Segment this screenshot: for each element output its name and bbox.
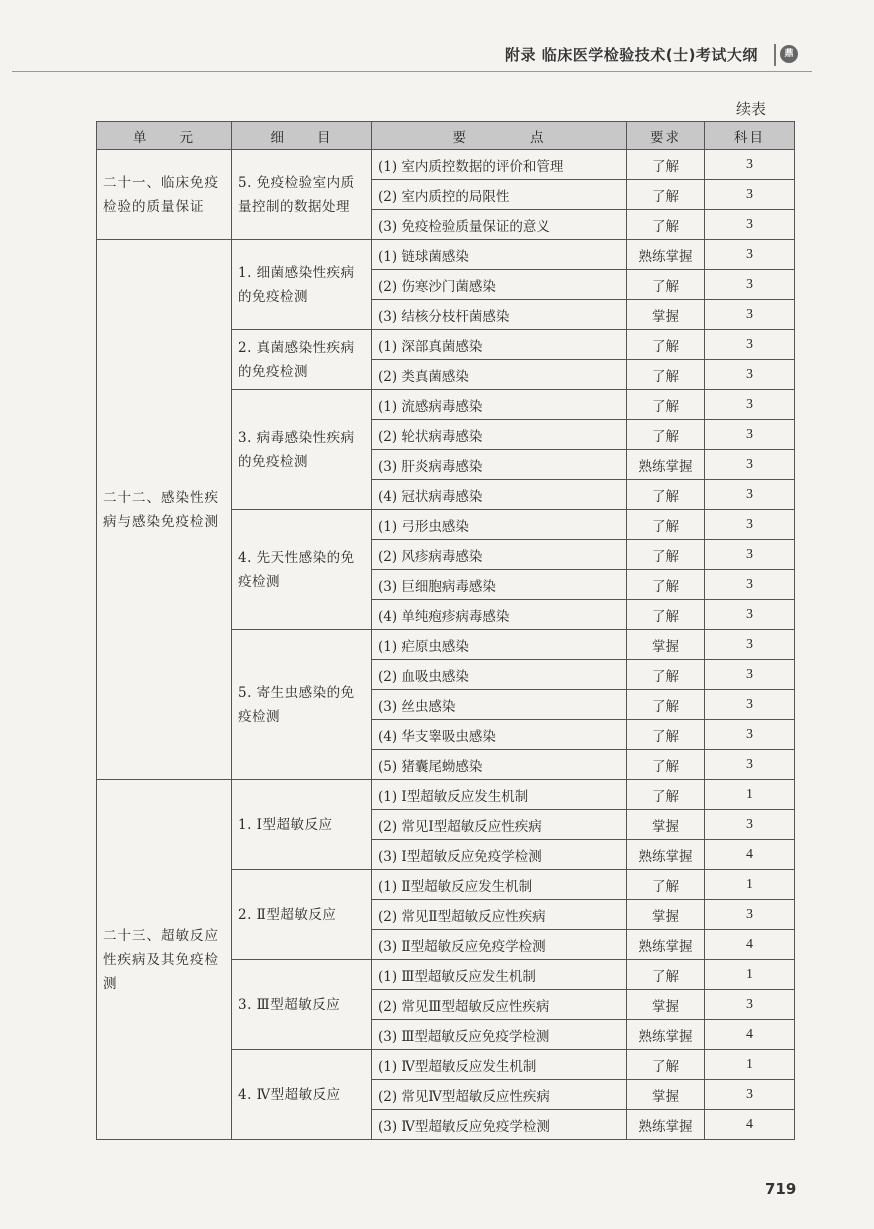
page-number: 719: [765, 1180, 797, 1198]
unit-cell: 二十二、感染性疾病与感染免疫检测: [97, 240, 232, 780]
requirement-cell: 熟练掌握: [627, 840, 705, 870]
subject-cell: 4: [705, 1020, 795, 1050]
point-cell: (1) 室内质控数据的评价和管理: [372, 150, 627, 180]
column-header-requirement: 要求: [627, 122, 705, 150]
requirement-cell: 了解: [627, 750, 705, 780]
requirement-cell: 了解: [627, 1050, 705, 1080]
subject-cell: 1: [705, 960, 795, 990]
requirement-cell: 了解: [627, 960, 705, 990]
subject-cell: 3: [705, 690, 795, 720]
running-header-title: 附录 临床医学检验技术(士)考试大纲: [505, 46, 758, 64]
point-cell: (3) 免疫检验质量保证的意义: [372, 210, 627, 240]
column-header-unit: 单 元: [97, 122, 232, 150]
continued-table-label: 续表: [736, 100, 767, 118]
subject-cell: 3: [705, 300, 795, 330]
header-divider: [774, 44, 776, 66]
subject-cell: 3: [705, 330, 795, 360]
subject-cell: 3: [705, 510, 795, 540]
subject-cell: 3: [705, 150, 795, 180]
point-cell: (1) Ⅳ型超敏反应发生机制: [372, 1050, 627, 1080]
point-cell: (3) 肝炎病毒感染: [372, 450, 627, 480]
point-cell: (2) 常见Ⅳ型超敏反应性疾病: [372, 1080, 627, 1110]
subject-cell: 3: [705, 660, 795, 690]
requirement-cell: 了解: [627, 390, 705, 420]
requirement-cell: 掌握: [627, 630, 705, 660]
requirement-cell: 了解: [627, 870, 705, 900]
requirement-cell: 了解: [627, 150, 705, 180]
subject-cell: 3: [705, 450, 795, 480]
item-cell: 4. 先天性感染的免疫检测: [232, 510, 372, 630]
point-cell: (2) 常见Ⅱ型超敏反应性疾病: [372, 900, 627, 930]
point-cell: (2) 室内质控的局限性: [372, 180, 627, 210]
subject-cell: 3: [705, 750, 795, 780]
table-row: [97, 150, 795, 180]
point-cell: (3) 丝虫感染: [372, 690, 627, 720]
column-header-item: 细 目: [232, 122, 372, 150]
item-cell: 2. Ⅱ型超敏反应: [232, 870, 372, 960]
requirement-cell: 了解: [627, 720, 705, 750]
point-cell: (4) 单纯疱疹病毒感染: [372, 600, 627, 630]
point-cell: (1) 弓形虫感染: [372, 510, 627, 540]
requirement-cell: 了解: [627, 270, 705, 300]
point-cell: (3) 巨细胞病毒感染: [372, 570, 627, 600]
subject-cell: 3: [705, 270, 795, 300]
requirement-cell: 了解: [627, 570, 705, 600]
point-cell: (4) 冠状病毒感染: [372, 480, 627, 510]
point-cell: (1) 疟原虫感染: [372, 630, 627, 660]
subject-cell: 3: [705, 210, 795, 240]
column-header-subject: 科目: [705, 122, 795, 150]
point-cell: (1) Ⅱ型超敏反应发生机制: [372, 870, 627, 900]
point-cell: (3) Ⅱ型超敏反应免疫学检测: [372, 930, 627, 960]
requirement-cell: 了解: [627, 600, 705, 630]
subject-cell: 3: [705, 420, 795, 450]
requirement-cell: 掌握: [627, 300, 705, 330]
point-cell: (1) Ⅰ型超敏反应发生机制: [372, 780, 627, 810]
point-cell: (2) 常见Ⅰ型超敏反应性疾病: [372, 810, 627, 840]
unit-cell: 二十一、临床免疫检验的质量保证: [97, 150, 232, 240]
subject-cell: 1: [705, 1050, 795, 1080]
point-cell: (2) 血吸虫感染: [372, 660, 627, 690]
requirement-cell: 掌握: [627, 990, 705, 1020]
point-cell: (3) Ⅲ型超敏反应免疫学检测: [372, 1020, 627, 1050]
requirement-cell: 了解: [627, 660, 705, 690]
subject-cell: 3: [705, 600, 795, 630]
requirement-cell: 了解: [627, 540, 705, 570]
requirement-cell: 掌握: [627, 900, 705, 930]
point-cell: (5) 猪囊尾蚴感染: [372, 750, 627, 780]
item-cell: 1. 细菌感染性疾病的免疫检测: [232, 240, 372, 330]
column-header-point: 要 点: [372, 122, 627, 150]
point-cell: (2) 轮状病毒感染: [372, 420, 627, 450]
requirement-cell: 熟练掌握: [627, 930, 705, 960]
requirement-cell: 了解: [627, 210, 705, 240]
subject-cell: 3: [705, 540, 795, 570]
exam-outline-table: [96, 121, 795, 1140]
subject-cell: 1: [705, 870, 795, 900]
requirement-cell: 掌握: [627, 810, 705, 840]
point-cell: (3) 结核分枝杆菌感染: [372, 300, 627, 330]
point-cell: (1) 链球菌感染: [372, 240, 627, 270]
item-cell: 1. Ⅰ型超敏反应: [232, 780, 372, 870]
subject-cell: 1: [705, 780, 795, 810]
subject-cell: 3: [705, 480, 795, 510]
table-body: [97, 150, 795, 1140]
item-cell: 4. Ⅳ型超敏反应: [232, 1050, 372, 1140]
header-rule: [12, 71, 812, 72]
point-cell: (1) 流感病毒感染: [372, 390, 627, 420]
point-cell: (2) 类真菌感染: [372, 360, 627, 390]
requirement-cell: 了解: [627, 420, 705, 450]
point-cell: (2) 伤寒沙门菌感染: [372, 270, 627, 300]
subject-cell: 3: [705, 630, 795, 660]
publisher-logo-icon: 鼎: [780, 45, 798, 63]
subject-cell: 3: [705, 240, 795, 270]
requirement-cell: 掌握: [627, 1080, 705, 1110]
point-cell: (1) Ⅲ型超敏反应发生机制: [372, 960, 627, 990]
subject-cell: 3: [705, 360, 795, 390]
item-cell: 3. Ⅲ型超敏反应: [232, 960, 372, 1050]
table-header-row: [97, 122, 795, 150]
subject-cell: 3: [705, 720, 795, 750]
requirement-cell: 了解: [627, 180, 705, 210]
requirement-cell: 了解: [627, 330, 705, 360]
requirement-cell: 熟练掌握: [627, 1110, 705, 1140]
requirement-cell: 了解: [627, 360, 705, 390]
requirement-cell: 熟练掌握: [627, 240, 705, 270]
subject-cell: 3: [705, 810, 795, 840]
table-row: [97, 240, 795, 270]
table-row: [97, 780, 795, 810]
point-cell: (2) 常见Ⅲ型超敏反应性疾病: [372, 990, 627, 1020]
subject-cell: 4: [705, 840, 795, 870]
item-cell: 3. 病毒感染性疾病的免疫检测: [232, 390, 372, 510]
unit-cell: 二十三、超敏反应性疾病及其免疫检测: [97, 780, 232, 1140]
subject-cell: 3: [705, 570, 795, 600]
item-cell: 5. 免疫检验室内质量控制的数据处理: [232, 150, 372, 240]
point-cell: (1) 深部真菌感染: [372, 330, 627, 360]
requirement-cell: 了解: [627, 780, 705, 810]
requirement-cell: 熟练掌握: [627, 1020, 705, 1050]
point-cell: (4) 华支睾吸虫感染: [372, 720, 627, 750]
requirement-cell: 了解: [627, 510, 705, 540]
point-cell: (3) Ⅰ型超敏反应免疫学检测: [372, 840, 627, 870]
item-cell: 2. 真菌感染性疾病的免疫检测: [232, 330, 372, 390]
item-cell: 5. 寄生虫感染的免疫检测: [232, 630, 372, 780]
subject-cell: 4: [705, 1110, 795, 1140]
subject-cell: 3: [705, 180, 795, 210]
requirement-cell: 熟练掌握: [627, 450, 705, 480]
subject-cell: 3: [705, 900, 795, 930]
point-cell: (2) 风疹病毒感染: [372, 540, 627, 570]
requirement-cell: 了解: [627, 690, 705, 720]
requirement-cell: 了解: [627, 480, 705, 510]
subject-cell: 3: [705, 390, 795, 420]
subject-cell: 3: [705, 990, 795, 1020]
subject-cell: 4: [705, 930, 795, 960]
point-cell: (3) Ⅳ型超敏反应免疫学检测: [372, 1110, 627, 1140]
subject-cell: 3: [705, 1080, 795, 1110]
